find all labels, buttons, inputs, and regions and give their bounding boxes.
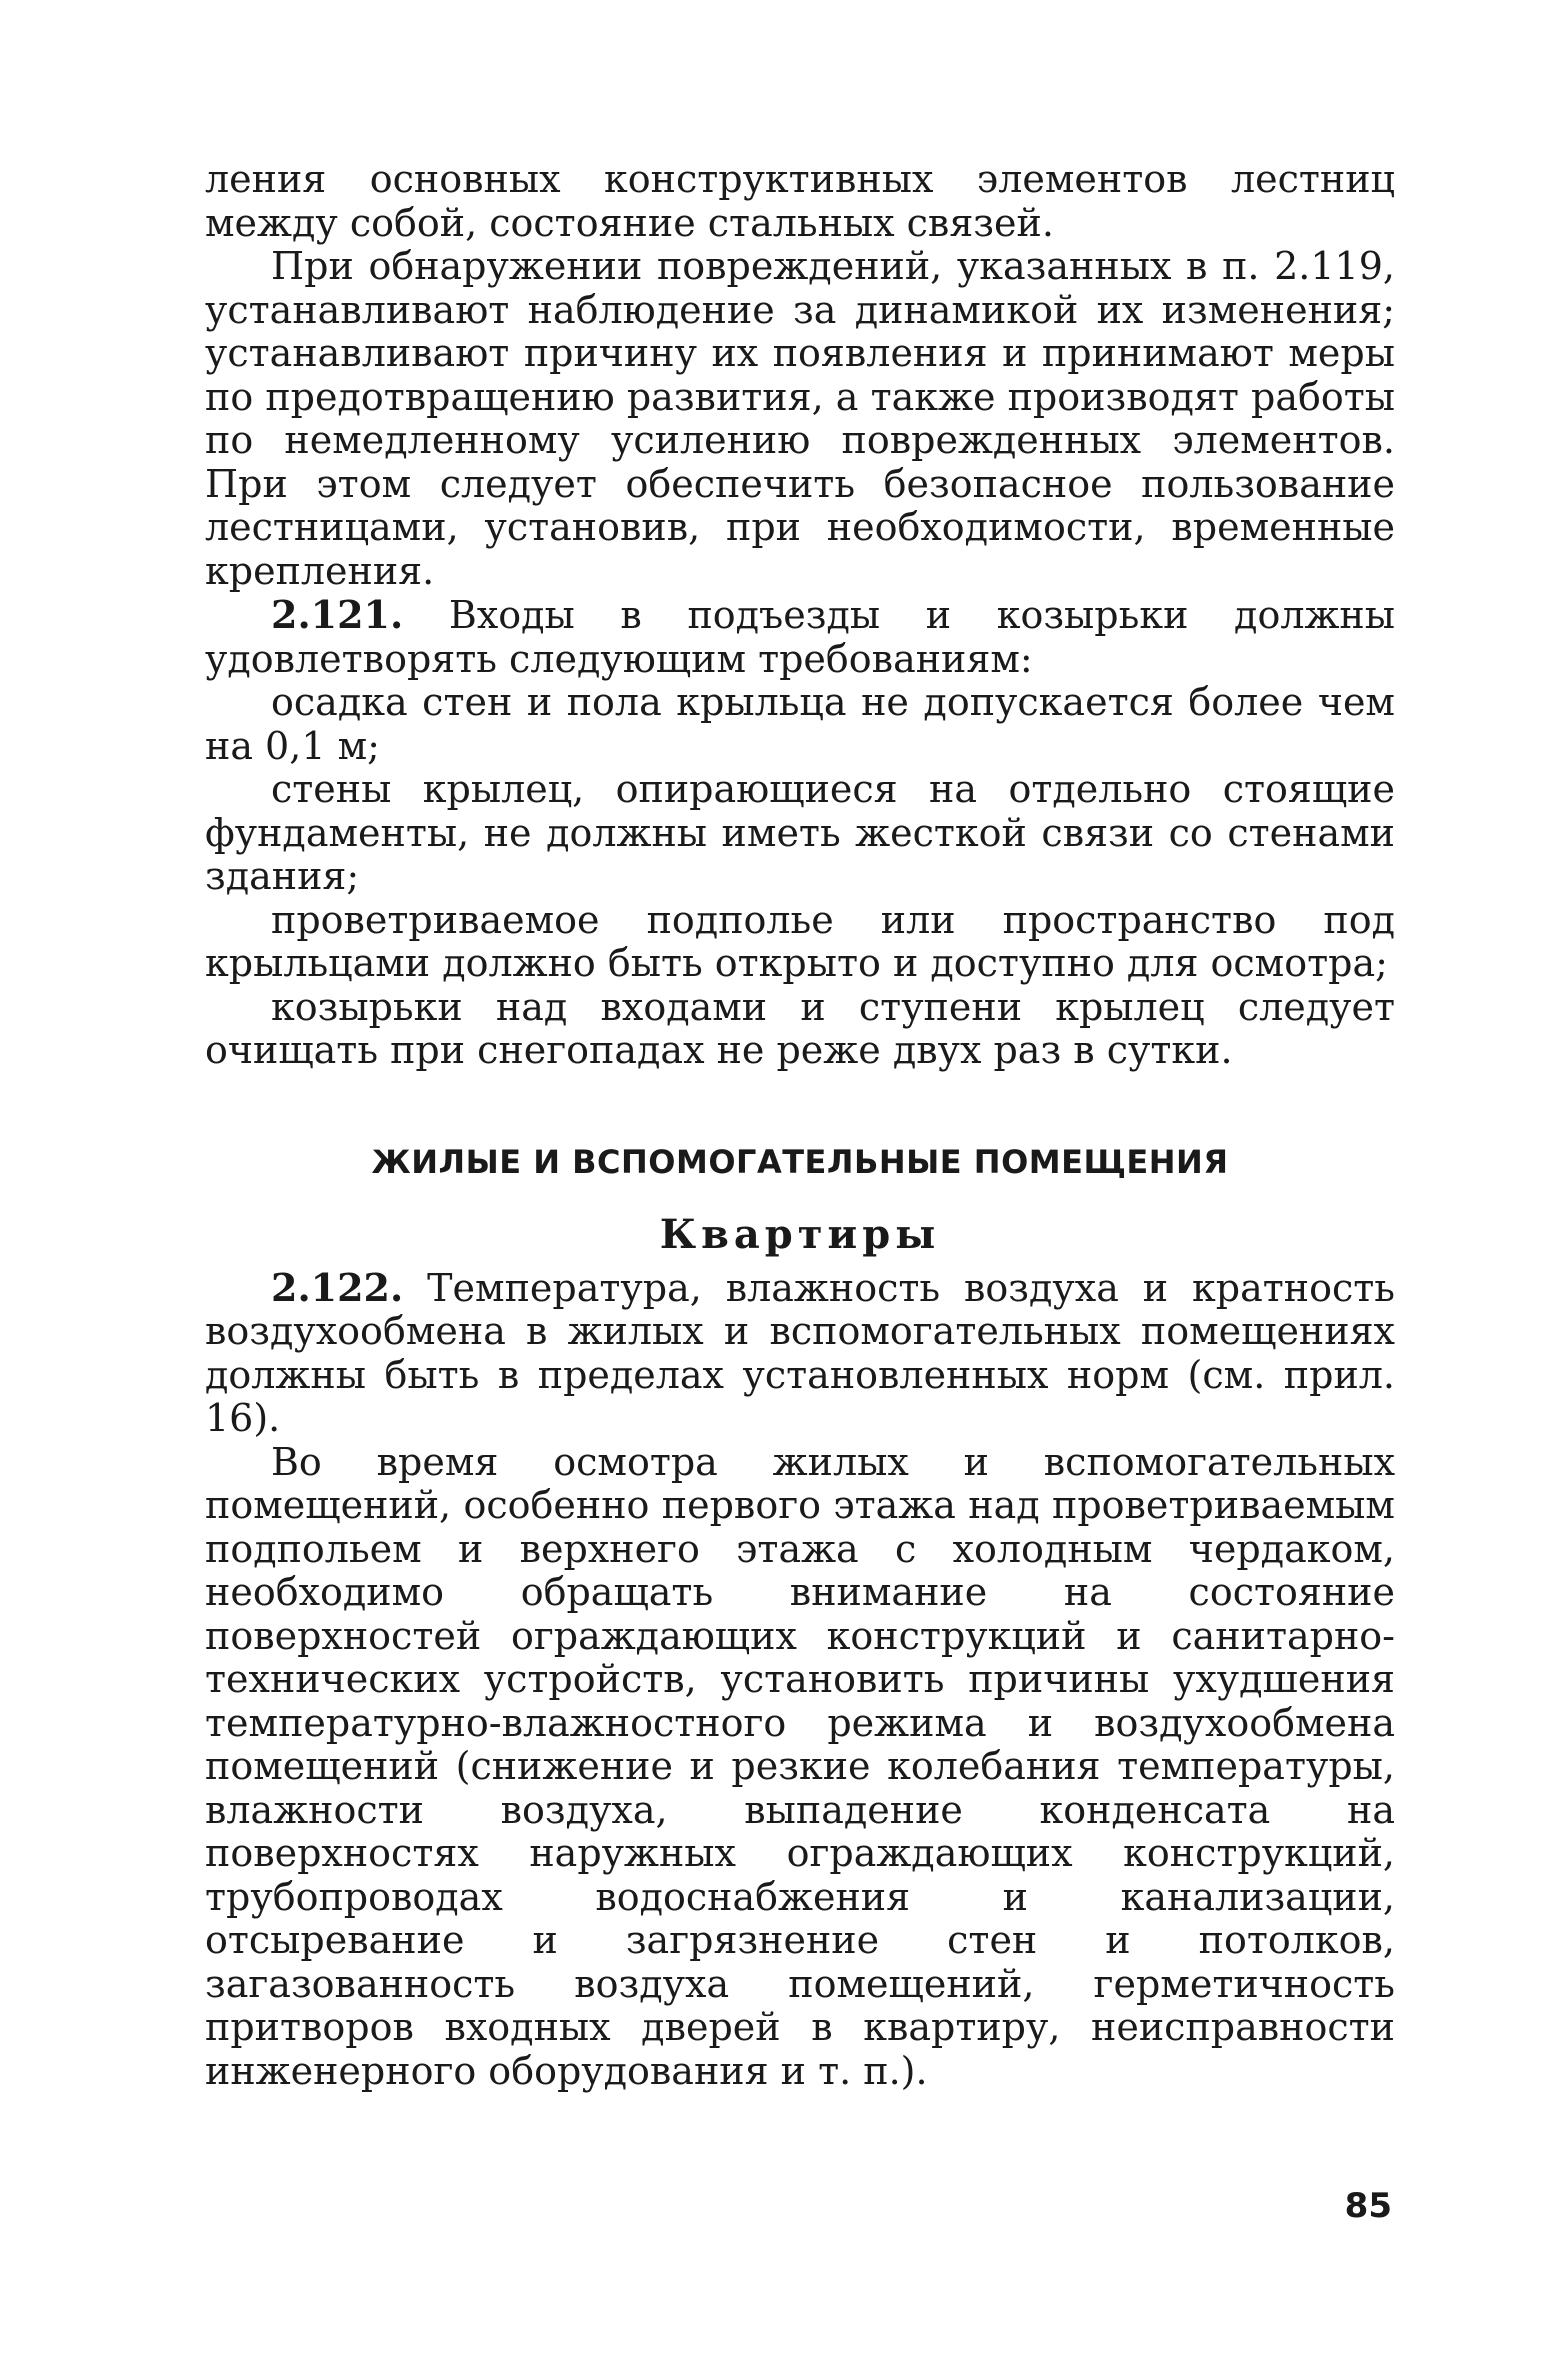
clause-number-2-122: 2.122.: [271, 1264, 404, 1310]
paragraph-inspection: Во время осмотра жилых и вспомогательных помещений, особенно первого этажа над проветриваемым подпольем и верхнего этажа с холодным чердаком, необходимо обращать внимание на состояние поверхностей ограждающих конструкций и санитарно-технических устройств, установить причины ухудшения температурно-влажностного режима и воздухообмена помещений (снижение и резкие колебания температуры, влажности воздуха, выпадение конденсата на поверхностях наружных ограждающих конструкций, трубопроводах водоснабжения и канализации, отсыревание и загрязнение стен и потолков, загазованность воздуха помещений, герметичность притворов входных дверей в квартиру, неисправности инженерного оборудования и т. п.).: [205, 1439, 1395, 2093]
paragraph-damage-detection: При обнаружении повреждений, указанных в п. 2.119, устанавливают наблюдение за динамикой их изменения; устанавливают причину их появления и принимают меры по предотвращению развития, а также производят работы по немедленному усилению поврежденных элементов. При этом следует обеспечить безопасное пользование лестницами, установив, при необходимости, временные крепления.: [205, 244, 1395, 593]
section-heading: ЖИЛЫЕ И ВСПОМОГАТЕЛЬНЫЕ ПОМЕЩЕНИЯ: [371, 1142, 1229, 1181]
subsection-heading: Квартиры: [659, 1210, 941, 1258]
clause-text-2-121: Входы в подъезды и козырьки должны удовлетворять следующим требованиям:: [205, 593, 1395, 681]
list-item-porch-walls: стены крылец, опирающиеся на отдельно стоящие фундаменты, не должны иметь жесткой связи со стенами здания;: [205, 767, 1395, 898]
list-item-canopy-cleaning: козырьки над входами и ступени крылец следует очищать при снегопадах не реже двух раз в сутки.: [205, 984, 1395, 1072]
list-item-porch-settlement: осадка стен и пола крыльца не допускается более чем на 0,1 м;: [205, 680, 1395, 768]
page-body: [205, 158, 1395, 2093]
clause-number-2-121: 2.121.: [271, 592, 404, 637]
paragraph-2-121: [205, 593, 1395, 681]
paragraph-2-122: [205, 1266, 1395, 1441]
paragraph-stair-elements: ления основных конструктивных элементов лестниц между собой, состояние стальных связей.: [205, 157, 1395, 245]
list-item-ventilated-underfloor: проветриваемое подполье или пространство под крыльцами должно быть открыто и доступно для осмотра;: [205, 897, 1395, 985]
page-number: 85: [1344, 2186, 1392, 2226]
clause-text-2-122: Температура, влажность воздуха и кратность воздухообмена в жилых и вспомогательных помещениях должны быть в пределах установленных норм (см. прил. 16).: [205, 1265, 1395, 1440]
